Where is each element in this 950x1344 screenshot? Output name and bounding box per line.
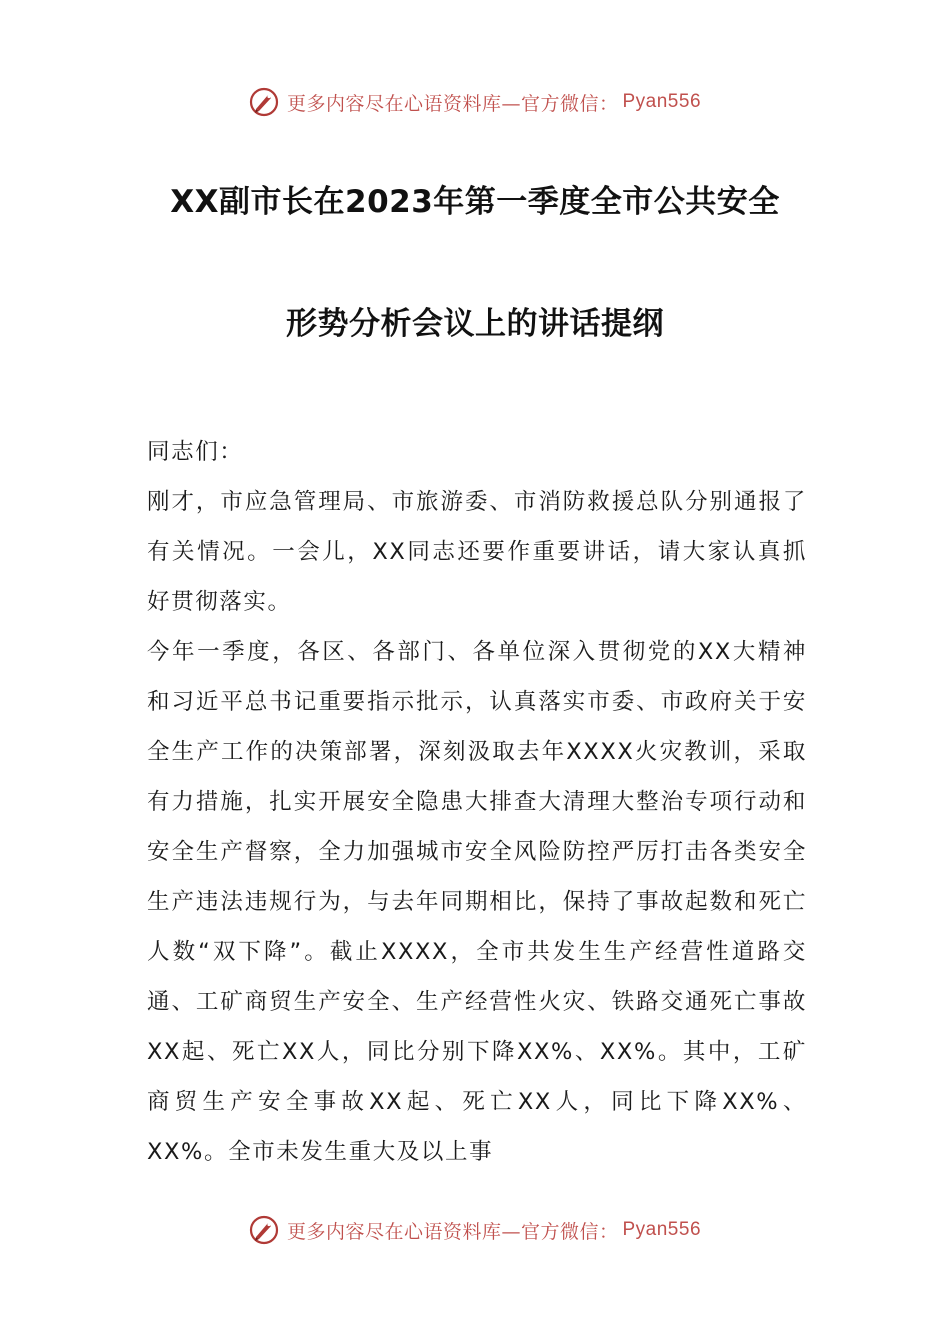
pen-logo-icon bbox=[249, 87, 279, 117]
header-watermark bbox=[0, 82, 950, 122]
paragraph-2: 今年一季度，各区、各部门、各单位深入贯彻党的XX大精神和习近平总书记重要指示批示，认真落实市委、市政府关于安全生产工作的决策部署，深刻汲取去年XXXX火灾教训，采取有力措施，扎实开展安全隐患大排查大清理大整治专项行动和安全生产督察，全力加强城市安全风险防控严厉打击各类安全生产违法违规行为，与去年同期相比，保持了事故起数和死亡人数“双下降”。截止XXXX，全市共发生生产经营性道路交通、工矿商贸生产安全、生产经营性火灾、铁路交通死亡事故XX起、死亡XX人，同比分别下降XX%、XX%。其中，工矿商贸生产安全事故XX起、死亡XX人，同比下降XX%、XX%。全市未发生重大及以上事 bbox=[147, 639, 807, 1165]
salutation: 同志们： bbox=[147, 439, 244, 465]
speech-body bbox=[147, 427, 807, 1177]
footer-watermark bbox=[0, 1210, 950, 1250]
paragraph-1: 刚才，市应急管理局、市旅游委、市消防救援总队分别通报了有关情况。一会儿，XX同志还要作重要讲话，请大家认真抓好贯彻落实。 bbox=[147, 489, 807, 615]
watermark-text: 更多内容尽在心语资料库—官方微信： bbox=[286, 92, 619, 115]
pen-logo-icon bbox=[249, 1215, 279, 1245]
watermark-wechat-id: Pyan556 bbox=[622, 1219, 702, 1240]
watermark-wechat-id: Pyan556 bbox=[622, 91, 702, 112]
document-title-line-2: 形势分析会议上的讲话提纲 bbox=[286, 306, 664, 342]
watermark-text: 更多内容尽在心语资料库—官方微信： bbox=[286, 1220, 619, 1243]
document-title-line-1: XX副市长在2023年第一季度全市公共安全 bbox=[170, 184, 780, 220]
